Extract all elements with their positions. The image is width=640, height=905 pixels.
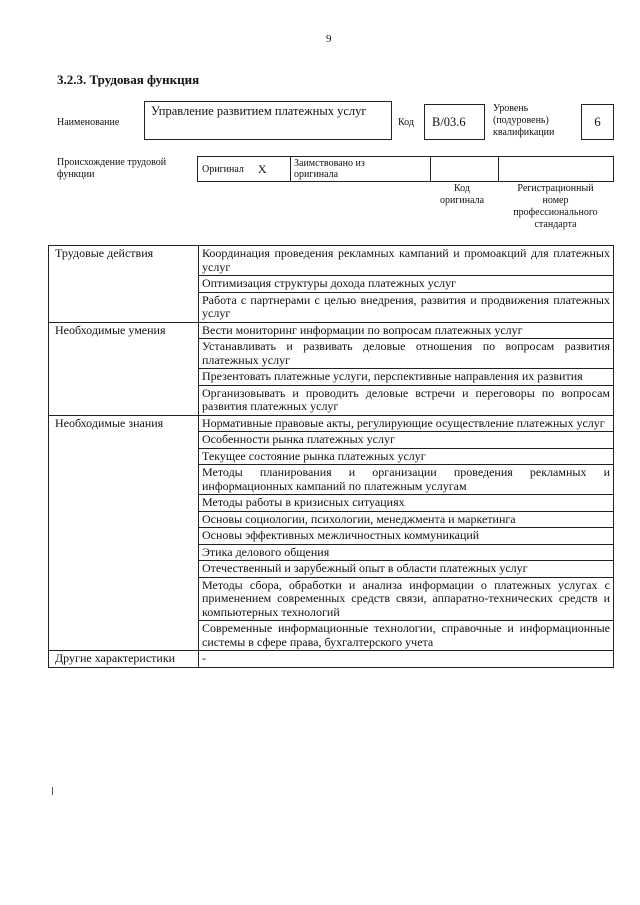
table-row	[49, 651, 614, 668]
level-label-line: квалификации	[493, 127, 555, 138]
item-cell: Презентовать платежные услуги, перспективные направления их развития	[199, 369, 614, 386]
origin-label-line: функции	[57, 169, 95, 180]
function-table	[48, 245, 614, 668]
item-cell: Современные информационные технологии, справочные и информационные системы в сфере права, бухгалтерского учета	[199, 621, 614, 651]
reg-number-line: профессионального	[513, 207, 598, 218]
name-value: Управление развитием платежных услуг	[144, 101, 392, 140]
item-cell: Этика делового общения	[199, 544, 614, 561]
level-label	[493, 103, 554, 139]
level-label-line: Уровень	[493, 103, 529, 114]
reg-number-label	[497, 183, 614, 231]
origin-reg-cell	[499, 157, 613, 181]
item-cell: Особенности рынка платежных услуг	[199, 432, 614, 449]
table-row	[49, 322, 614, 339]
code-original-line: оригинала	[439, 195, 485, 206]
level-value: 6	[581, 104, 614, 140]
item-cell: Основы социологии, психологии, менеджмента и маркетинга	[199, 511, 614, 528]
section-title: 3.2.3. Трудовая функция	[57, 72, 200, 87]
name-label: Наименование	[57, 117, 120, 128]
item-cell: Устанавливать и развивать деловые отношения по вопросам развития платежных услуг	[199, 339, 614, 369]
item-cell: Текущее состояние рынка платежных услуг	[199, 448, 614, 465]
code-value: B/03.6	[424, 104, 485, 140]
item-cell: Вести мониторинг информации по вопросам платежных услуг	[199, 322, 614, 339]
origin-original-cell	[198, 157, 291, 181]
item-cell: Методы работы в кризисных ситуациях	[199, 495, 614, 512]
origin-code-cell	[431, 157, 499, 181]
table-row	[49, 246, 614, 276]
code-label: Код	[398, 117, 414, 128]
item-cell: Координация проведения рекламных кампаний и промоакций для платежных услуг	[199, 246, 614, 276]
category-cell: Необходимые умения	[49, 322, 199, 415]
origin-borrowed-cell	[291, 157, 431, 181]
item-cell: Организовывать и проводить деловые встречи и переговоры по вопросам развития платежных услуг	[199, 385, 614, 415]
item-cell: Оптимизация структуры дохода платежных услуг	[199, 276, 614, 293]
item-cell: Отечественный и зарубежный опыт в области платежных услуг	[199, 561, 614, 578]
code-original-label	[430, 183, 494, 207]
code-original-line: Код	[454, 183, 470, 194]
margin-mark	[52, 787, 53, 795]
item-cell: Методы планирования и организации проведения рекламных и информационных кампаний по платежным услугам	[199, 465, 614, 495]
item-cell: -	[199, 651, 614, 668]
reg-number-line: Регистрационный	[517, 183, 594, 194]
category-cell: Необходимые знания	[49, 415, 199, 651]
item-cell: Методы сбора, обработки и анализа информации о платежных услугах с применением современных средств связи, аппаратно-технических средств и компьютерных технологий	[199, 577, 614, 621]
origin-label-line: Происхождение трудовой	[57, 157, 167, 168]
category-cell: Трудовые действия	[49, 246, 199, 323]
origin-label	[57, 157, 166, 181]
original-mark: X	[257, 161, 267, 176]
category-cell: Другие характеристики	[49, 651, 199, 668]
item-cell: Основы эффективных межличностных коммуникаций	[199, 528, 614, 545]
item-cell: Работа с партнерами с целью внедрения, развития и продвижения платежных услуг	[199, 292, 614, 322]
borrowed-label-line: оригинала	[294, 169, 339, 180]
item-cell: Нормативные правовые акты, регулирующие осуществление платежных услуг	[199, 415, 614, 432]
page-number: 9	[326, 33, 332, 45]
reg-number-line: номер	[542, 195, 569, 206]
original-label: Оригинал	[202, 163, 244, 175]
borrowed-label-line: Заимствовано из	[294, 158, 365, 169]
origin-row	[197, 156, 614, 182]
reg-number-line: стандарта	[534, 219, 577, 230]
table-row	[49, 415, 614, 432]
level-label-line: (подуровень)	[493, 115, 549, 126]
